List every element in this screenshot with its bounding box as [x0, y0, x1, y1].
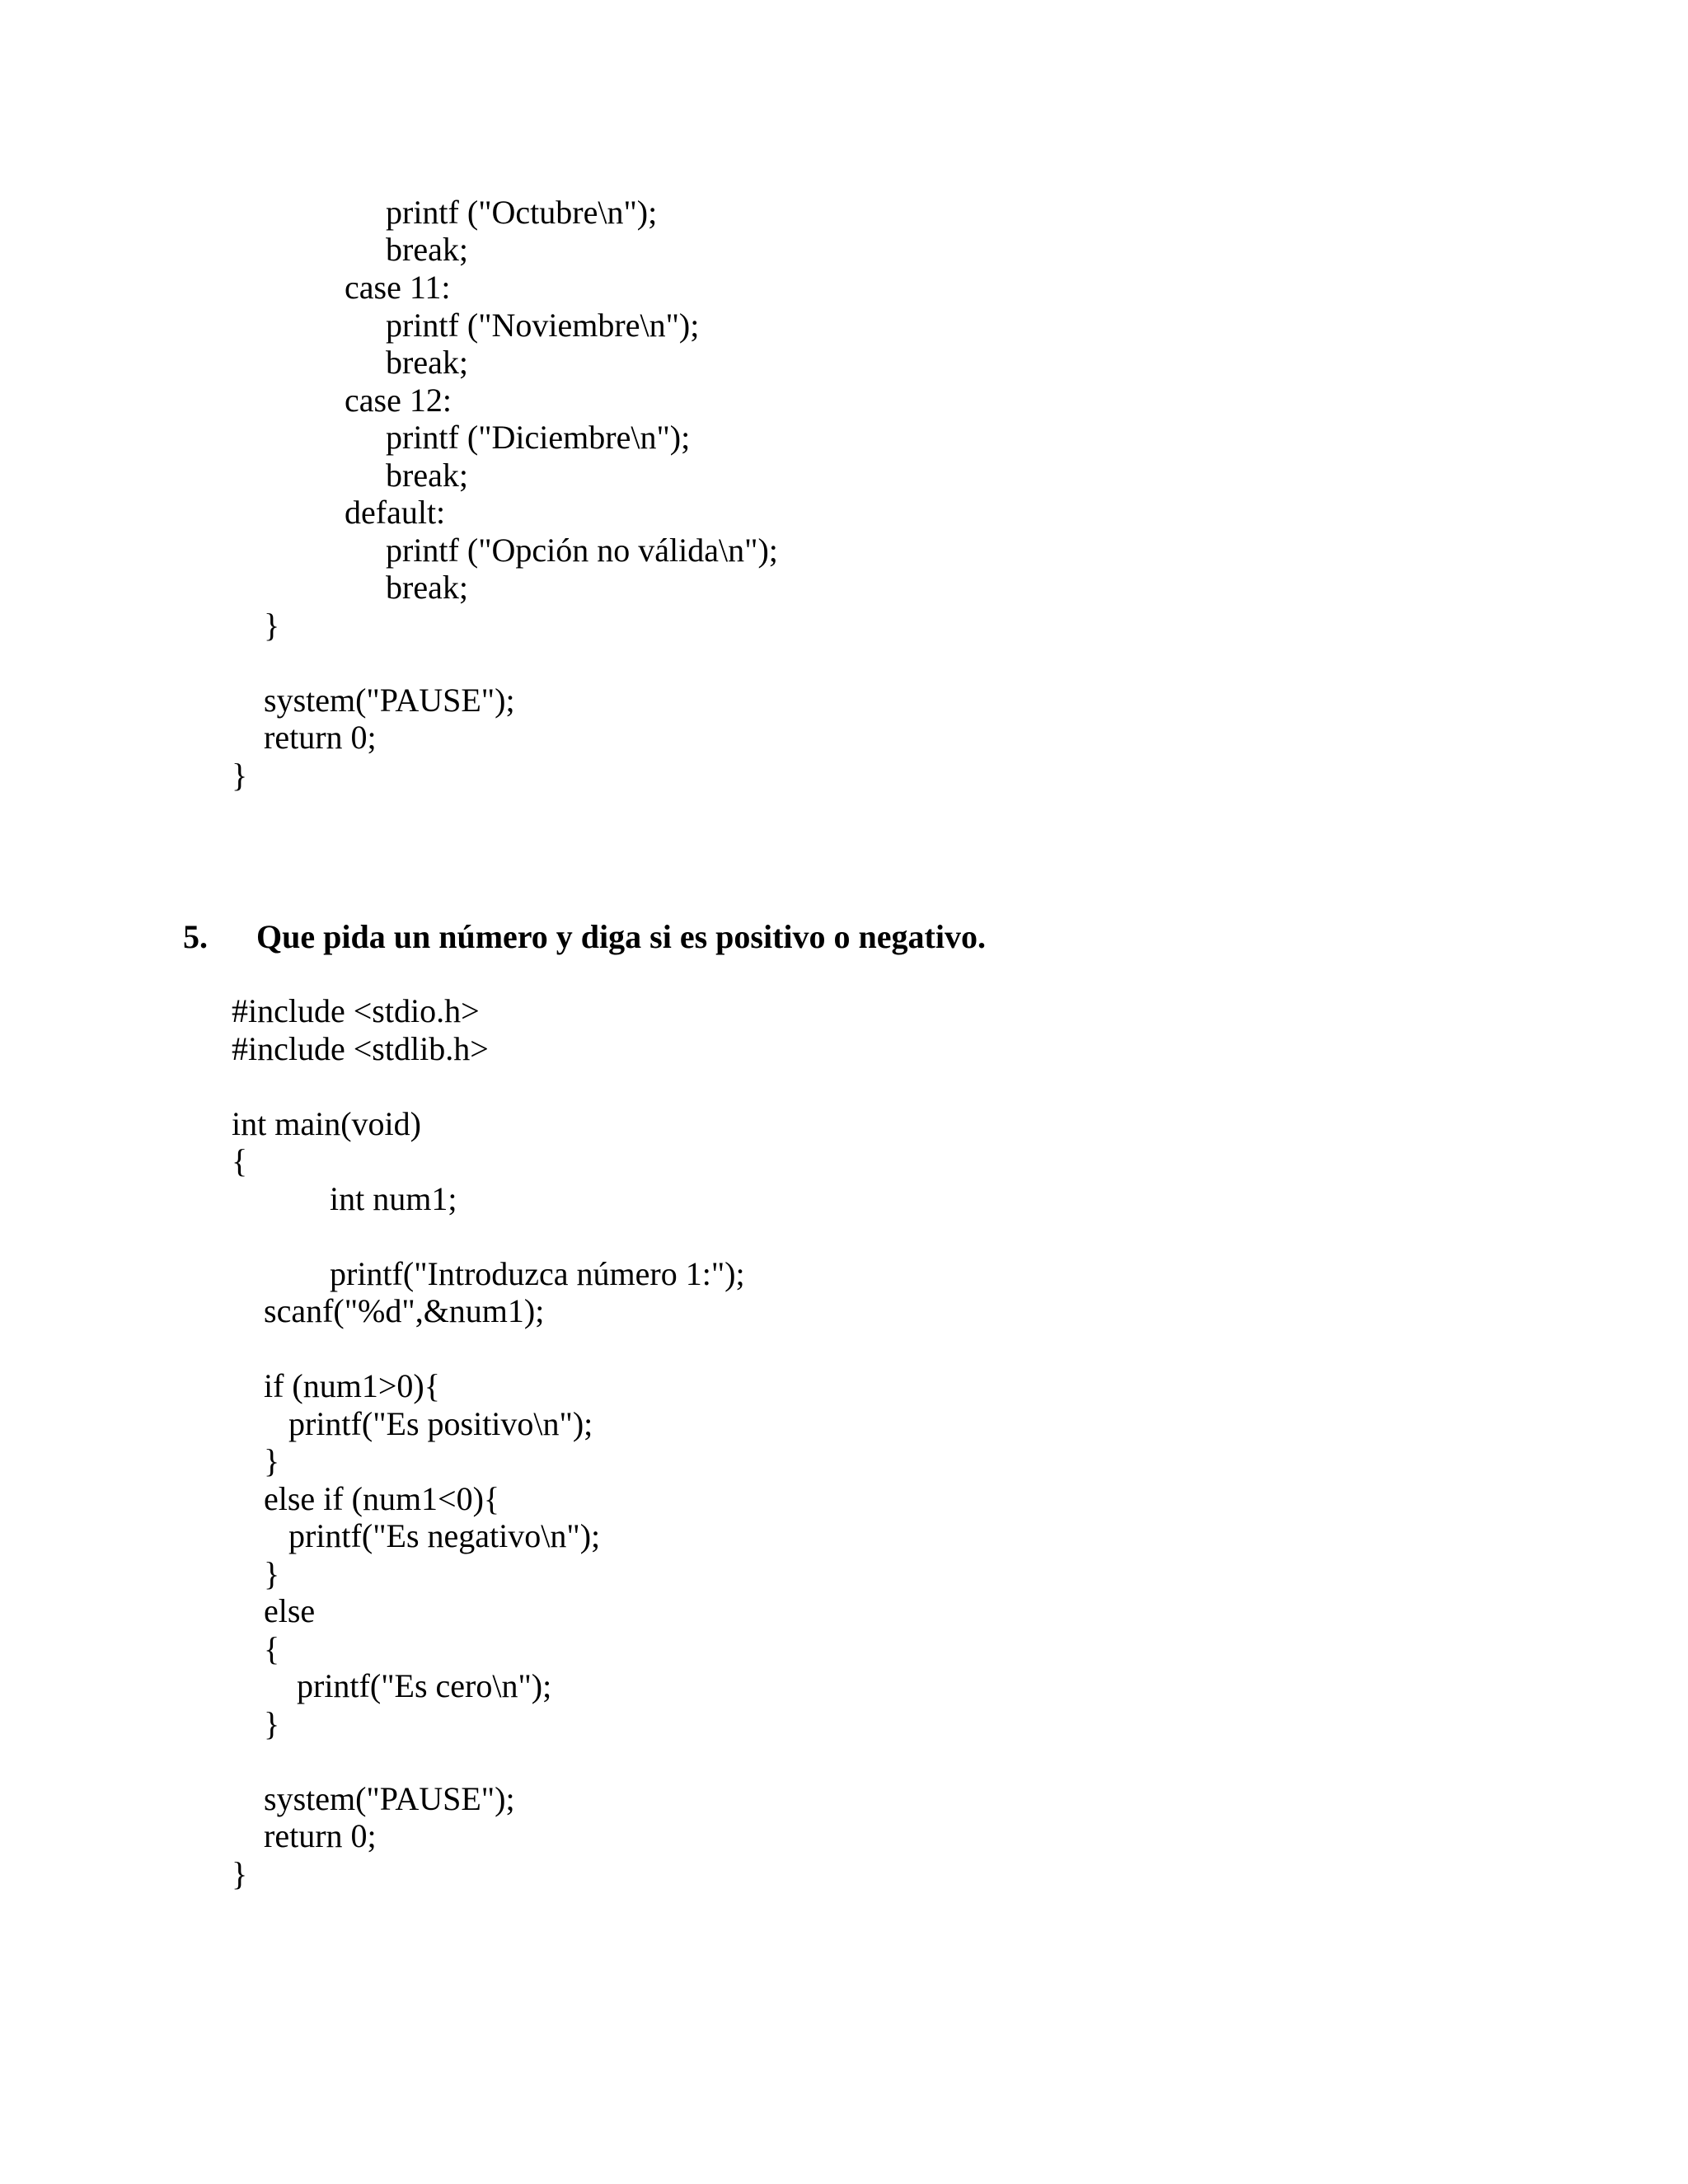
code-line: break;	[386, 569, 468, 606]
code-line: break;	[386, 457, 468, 494]
code-line: else	[264, 1592, 316, 1629]
code-line: }	[264, 1555, 280, 1592]
code-line: scanf("%d",&num1);	[264, 1292, 545, 1329]
code-line: system("PAUSE");	[264, 1780, 515, 1817]
code-line: {	[264, 1630, 280, 1667]
code-line: #include <stdlib.h>	[232, 1030, 489, 1067]
code-line: if (num1>0){	[264, 1367, 440, 1404]
code-line: break;	[386, 344, 468, 381]
code-line: case 11:	[345, 269, 451, 306]
code-line: #include <stdio.h>	[232, 992, 480, 1029]
code-line: int num1;	[330, 1180, 457, 1217]
code-line: }	[232, 757, 248, 794]
code-line: }	[264, 1442, 280, 1479]
code-line: printf ("Noviembre\n");	[386, 307, 700, 344]
exercise-title: Que pida un número y diga si es positivo o negativo.	[256, 918, 986, 955]
code-line: else if (num1<0){	[264, 1480, 500, 1517]
code-line: int main(void)	[232, 1105, 421, 1142]
code-line: printf ("Octubre\n");	[386, 194, 658, 231]
code-line: case 12:	[345, 382, 452, 419]
code-line: return 0;	[264, 719, 377, 756]
code-line: }	[232, 1855, 248, 1892]
code-line: }	[264, 607, 280, 644]
code-line: default:	[345, 494, 446, 531]
code-line: break;	[386, 231, 468, 268]
code-line: printf("Es cero\n");	[297, 1667, 552, 1704]
code-line: printf ("Opción no válida\n");	[386, 532, 778, 569]
code-line: system("PAUSE");	[264, 682, 515, 719]
code-line: printf("Introduzca número 1:");	[330, 1255, 745, 1292]
code-line: printf ("Diciembre\n");	[386, 419, 691, 456]
code-line: return 0;	[264, 1817, 377, 1854]
code-line: printf("Es positivo\n");	[288, 1405, 593, 1442]
code-line: {	[232, 1142, 248, 1179]
code-line: }	[264, 1705, 280, 1742]
exercise-number: 5.	[183, 918, 208, 955]
code-line: printf("Es negativo\n");	[288, 1517, 601, 1554]
